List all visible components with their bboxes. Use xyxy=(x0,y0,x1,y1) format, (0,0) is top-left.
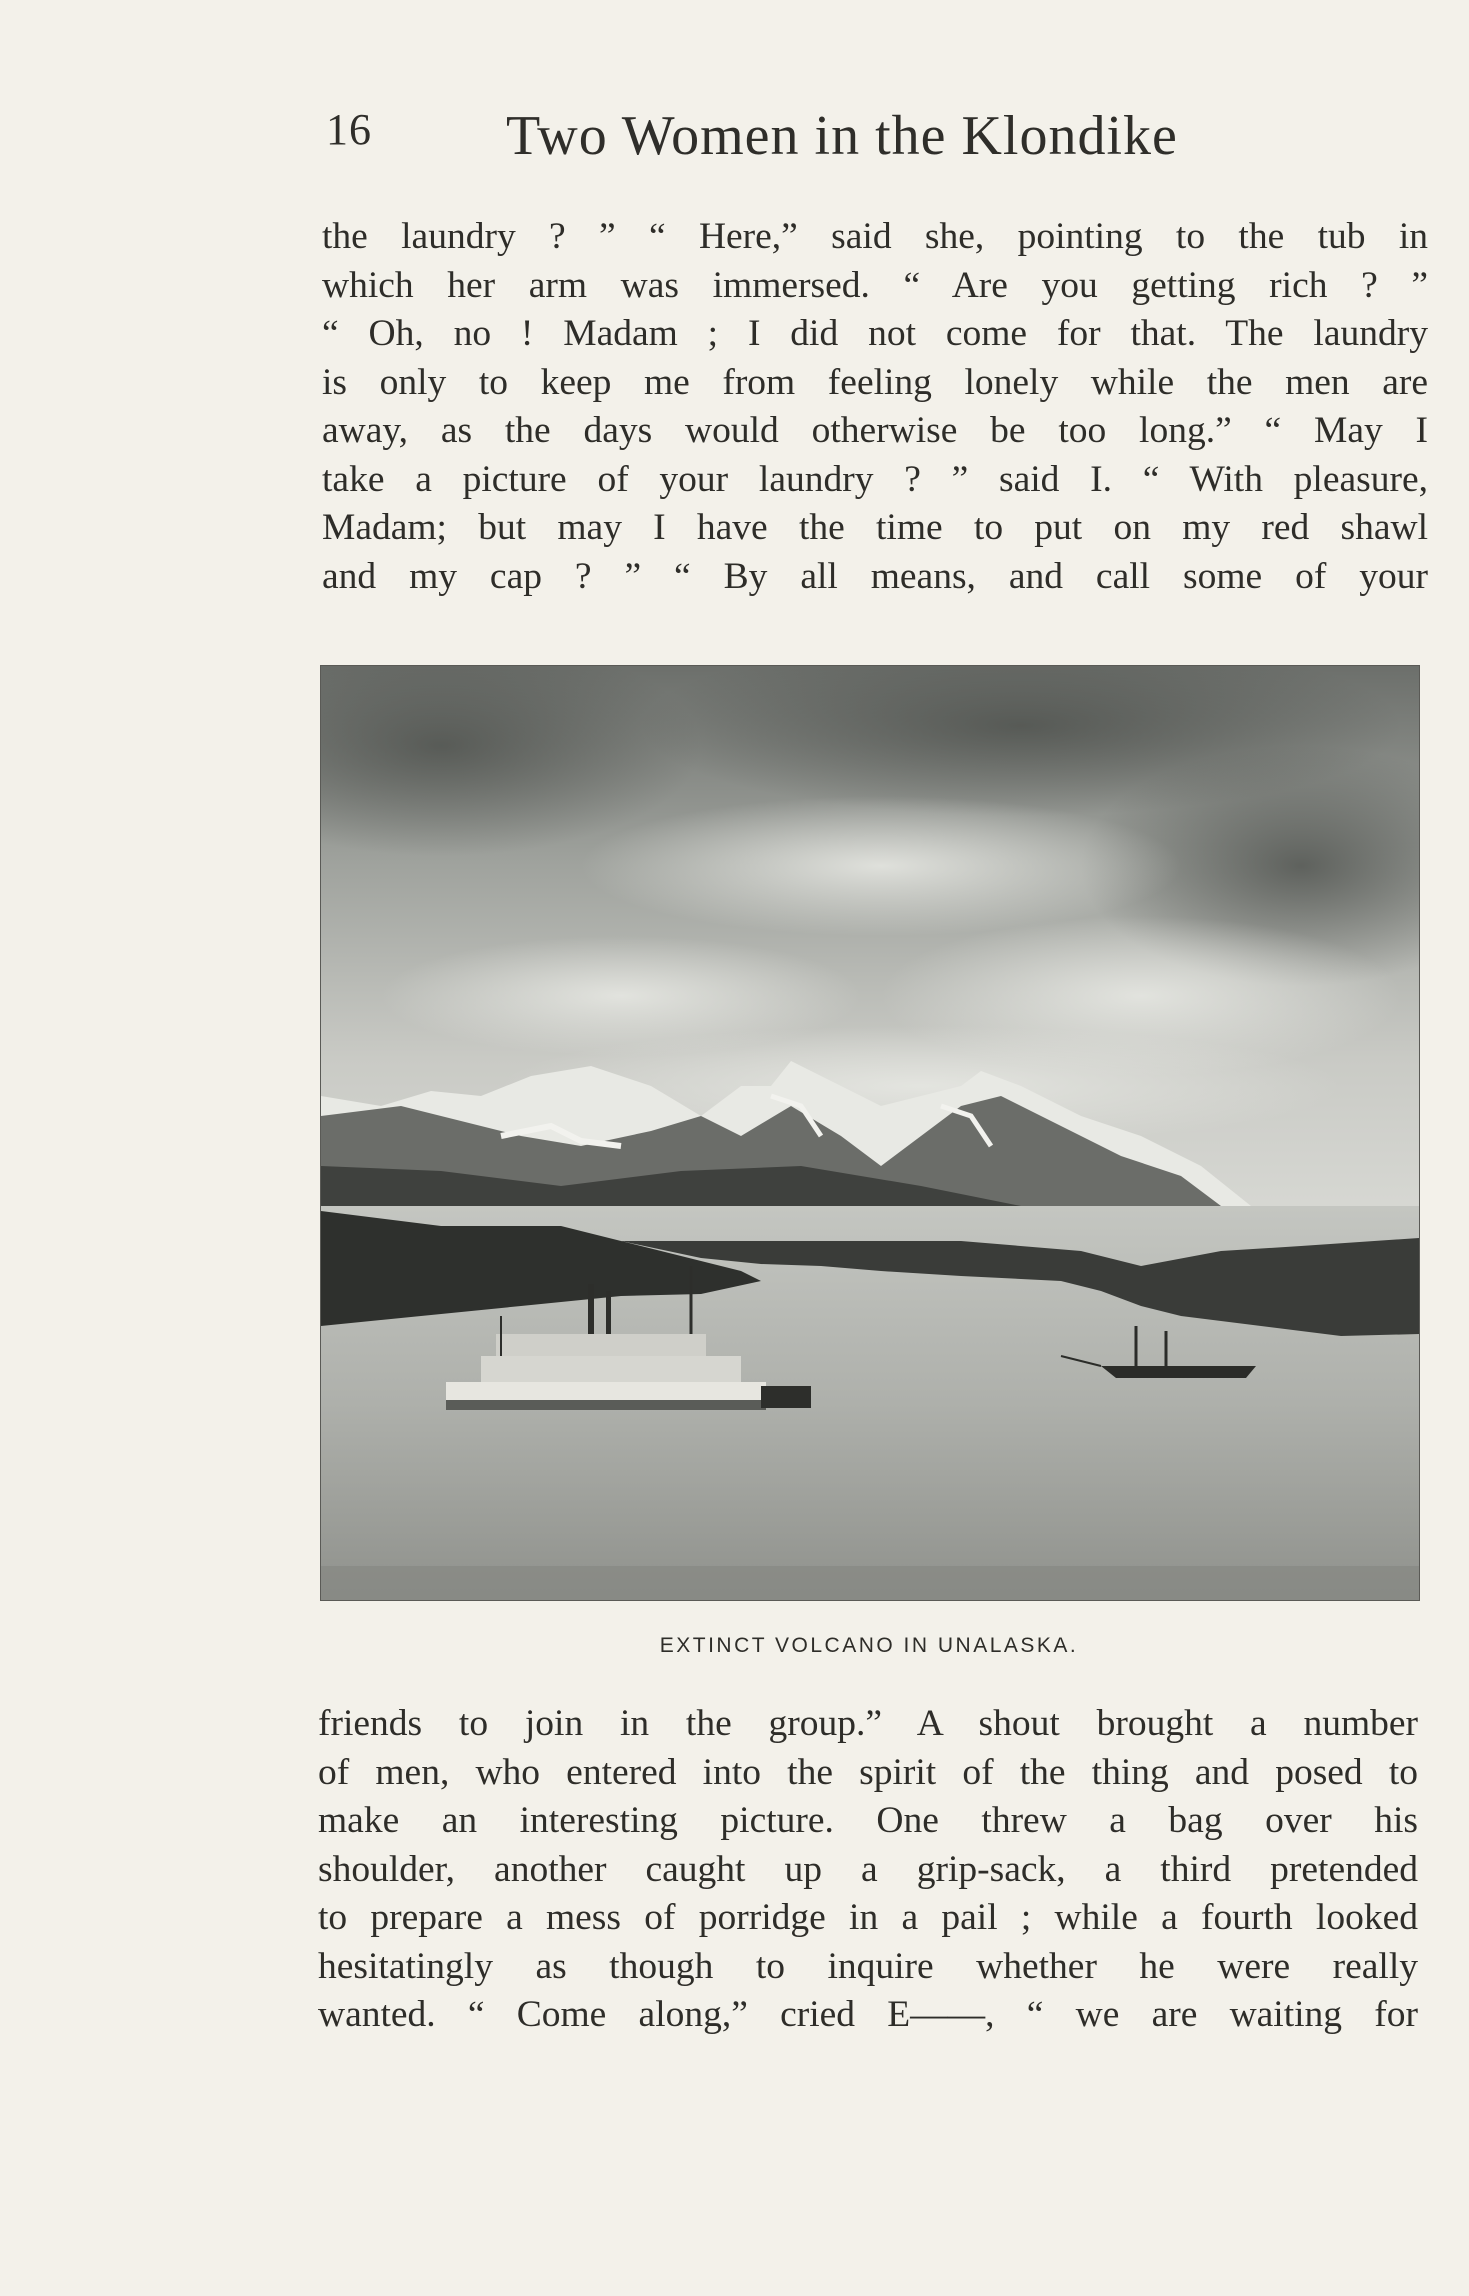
text-line: of men, who entered into the spirit of the thing and posed to xyxy=(318,1751,1418,1793)
text-line: is only to keep me from feeling lonely while the men are xyxy=(322,361,1428,403)
volcano-photograph xyxy=(320,665,1420,1601)
page-number: 16 xyxy=(326,105,372,154)
paragraph-top xyxy=(322,213,1428,601)
text-line: to prepare a mess of porridge in a pail ; while a fourth looked xyxy=(318,1897,1418,1938)
text-line: shoulder, another caught up a grip-sack, a third pretended xyxy=(318,1848,1418,1890)
text-line: “ Oh, no ! Madam ; I did not come for that. The laundry xyxy=(322,313,1428,354)
volcano-photo-image xyxy=(321,666,1419,1600)
page-header xyxy=(326,104,1426,174)
paragraph-bottom xyxy=(318,1700,1418,2040)
text-line: wanted. “ Come along,” cried E——, “ we are waiting for xyxy=(318,1994,1418,2035)
text-line: hesitatingly as though to inquire whether he were really xyxy=(318,1945,1418,1987)
text-line: which her arm was immersed. “ Are you getting rich ? ” xyxy=(322,264,1428,306)
text-line: Madam; but may I have the time to put on my red shawl xyxy=(322,507,1428,548)
text-line: friends to join in the group.” A shout brought a number xyxy=(318,1703,1418,1744)
text-line: and my cap ? ” “ By all means, and call some of your xyxy=(322,555,1428,597)
text-line: take a picture of your laundry ? ” said I. “ With pleasure, xyxy=(322,458,1428,500)
text-line: the laundry ? ” “ Here,” said she, pointing to the tub in xyxy=(322,216,1428,257)
figure-caption: EXTINCT VOLCANO IN UNALASKA. xyxy=(659,1634,1079,1657)
running-title: Two Women in the Klondike xyxy=(506,105,1178,167)
text-line: make an interesting picture. One threw a bag over his xyxy=(318,1800,1418,1841)
text-line: away, as the days would otherwise be too long.” “ May I xyxy=(322,410,1428,451)
